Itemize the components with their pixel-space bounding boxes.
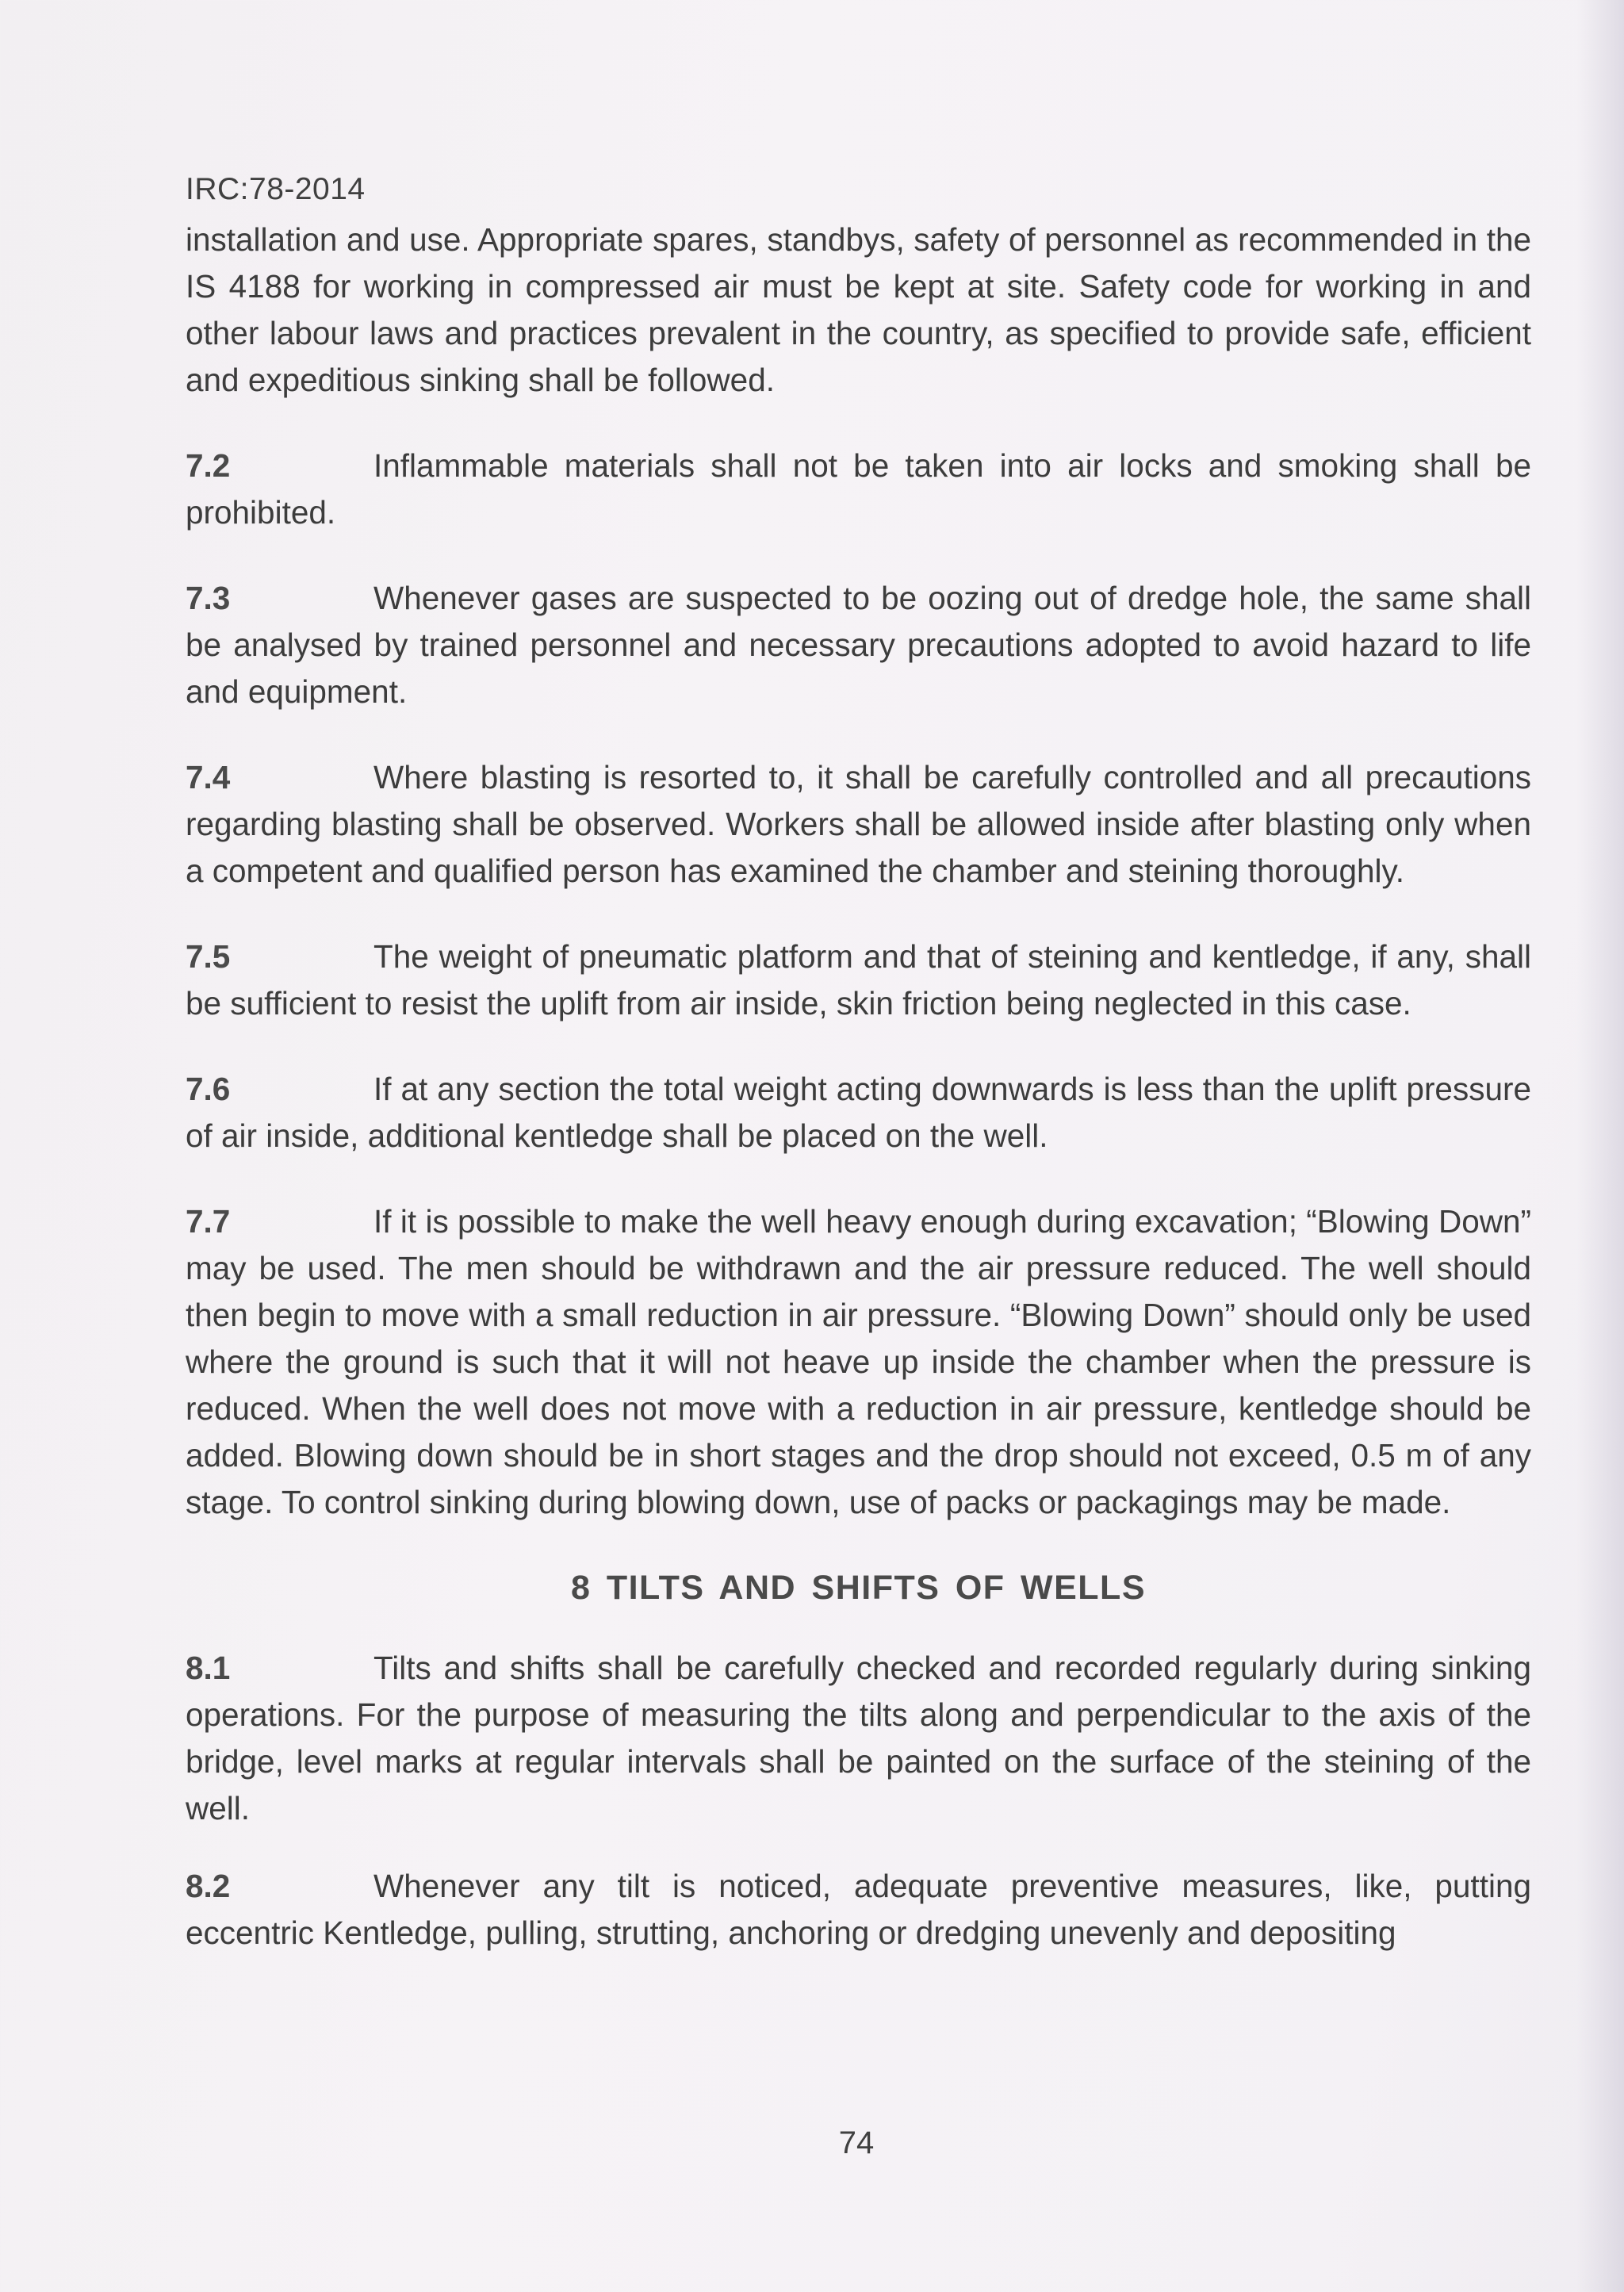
clause-7-2 [186,443,1531,536]
clause-number: 7.5 [186,938,231,975]
clause-number: 7.6 [186,1071,231,1107]
clause-number: 8.2 [186,1868,231,1904]
clause-text: Inflammable materials shall not be taken into air locks and smoking shall be prohibited. [186,447,1531,531]
clause-text: Whenever gases are suspected to be oozing out of dredge hole, the same shall be analysed by trained personnel and necessary precautions adopted to avoid hazard to life and equipment. [186,580,1531,710]
page-number: 74 [838,2125,875,2160]
clause-8-2 [186,1863,1531,1957]
intro-paragraph: installation and use. Appropriate spares, standbys, safety of personnel as recommended in the IS 4188 for working in compressed air must be kept at site. Safety code for working in and other labour laws and practices prevalent in the country, as specified to provide safe, efficient and expeditious sinking shall be followed. [186,221,1531,398]
clause-number: 7.7 [186,1203,231,1240]
clause-text: If at any section the total weight acting downwards is less than the uplift pressure of air inside, additional kentledge shall be placed on the well. [186,1071,1531,1154]
clause-7-6 [186,1066,1531,1159]
clause-number: 7.3 [186,580,231,616]
clause-text: If it is possible to make the well heavy enough during excavation; “Blowing Down” may be used. The men should be withdrawn and the air pressure reduced. The well should then begin to move with a small reduction in air pressure. “Blowing Down” should only be used where the ground is such that it will not heave up inside the chamber when the pressure is reduced. When the well does not move with a reduction in air pressure, kentledge should be added. Blowing down should be in short stages and the drop should not exceed, 0.5 m of any stage. To control sinking during blowing down, use of packs or packagings may be made. [186,1203,1531,1520]
document-code: IRC:78-2014 [186,172,366,206]
clause-text: The weight of pneumatic platform and that of steining and kentledge, if any, shall be sufficient to resist the uplift from air inside, skin friction being neglected in this case. [186,938,1531,1021]
clause-7-3 [186,575,1531,715]
clause-7-7 [186,1198,1531,1526]
clause-text: Whenever any tilt is noticed, adequate preventive measures, like, putting eccentric Kentledge, pulling, strutting, anchoring or dredging unevenly and depositing [186,1868,1531,1951]
document-page [186,163,1531,1957]
section-heading: 8 TILTS AND SHIFTS OF WELLS [570,1569,1147,1607]
page-edge-shadow [1576,0,1624,2292]
clause-text: Where blasting is resorted to, it shall be carefully controlled and all precautions regarding blasting shall be observed. Workers shall be allowed inside after blasting only when a competent and qualified person has examined the chamber and steining thoroughly. [186,759,1531,889]
clause-number: 7.2 [186,447,231,484]
clause-number: 7.4 [186,759,231,795]
clause-8-1 [186,1645,1531,1832]
clause-number: 8.1 [186,1650,231,1686]
clause-7-5 [186,933,1531,1027]
clause-7-4 [186,754,1531,895]
clause-text: Tilts and shifts shall be carefully checked and recorded regularly during sinking operations. For the purpose of measuring the tilts along and perpendicular to the axis of the bridge, level marks at regular intervals shall be painted on the surface of the steining of the well. [186,1650,1531,1826]
